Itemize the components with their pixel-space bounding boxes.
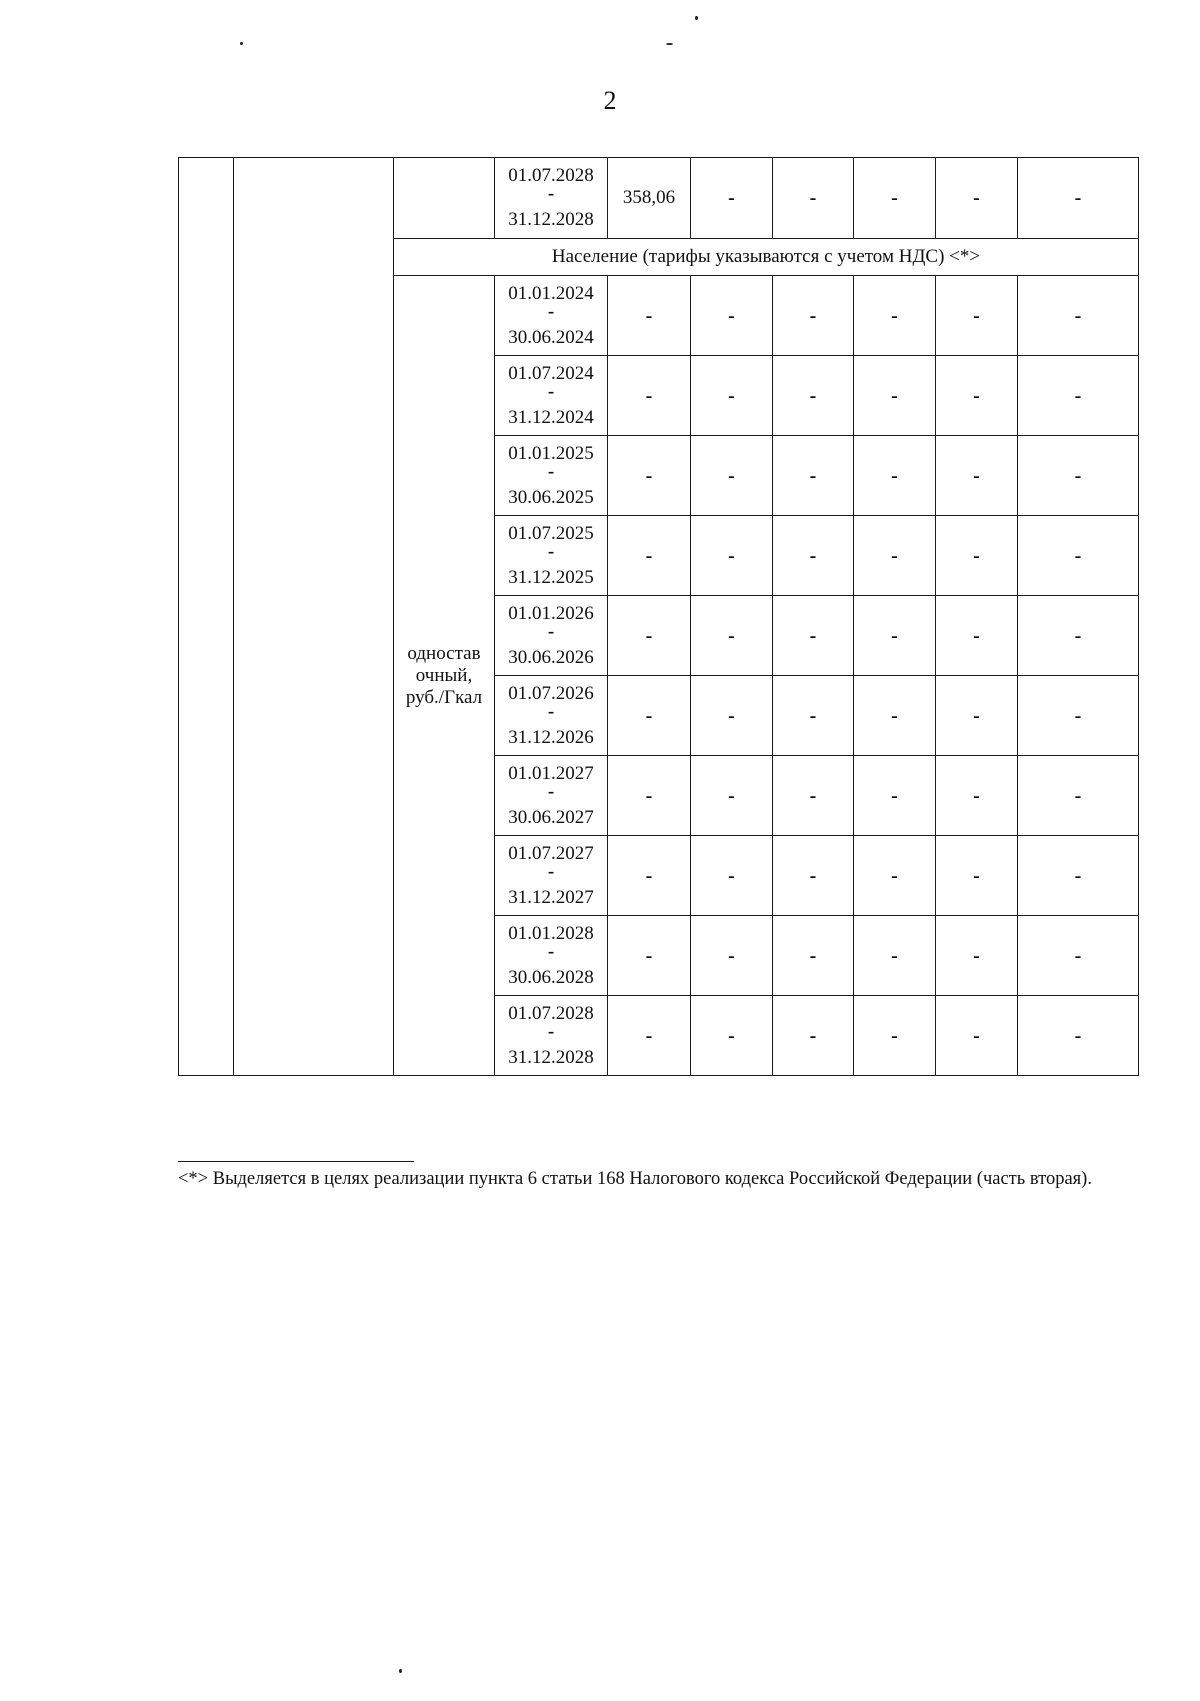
tariff-dash: - (936, 756, 1018, 836)
tariff-dash: - (1018, 356, 1139, 436)
tariff-dash: - (773, 158, 854, 239)
period-end: 31.12.2024 (508, 406, 594, 428)
tariff-dash: - (691, 436, 773, 516)
tariff-dash: - (936, 356, 1018, 436)
tariff-dash: - (773, 996, 854, 1076)
tariff-dash: - (691, 676, 773, 756)
period-end: 30.06.2025 (508, 486, 594, 508)
tariff-dash: - (691, 996, 773, 1076)
unit-label-line: очный, (415, 664, 473, 686)
tariff-dash: - (608, 836, 691, 916)
period-cell (495, 756, 608, 836)
period-start: 01.07.2024 (508, 362, 594, 384)
tariff-unit-label (394, 276, 495, 1076)
tariff-dash: - (608, 276, 691, 356)
tariff-dash: - (854, 436, 936, 516)
unit-label-line: руб./Гкал (405, 686, 483, 708)
tariff-dash: - (691, 916, 773, 996)
tariff-dash: - (773, 436, 854, 516)
scan-speck (666, 43, 673, 45)
tariff-dash: - (773, 276, 854, 356)
tariff-dash: - (691, 276, 773, 356)
period-start: 01.01.2024 (508, 282, 594, 304)
tariff-dash: - (773, 916, 854, 996)
period-end: 30.06.2028 (508, 966, 594, 988)
period-start: 01.01.2026 (508, 602, 594, 624)
period-end: 31.12.2025 (508, 566, 594, 588)
tariff-value: 358,06 (608, 158, 691, 239)
unit-label-line: одностав (407, 642, 481, 664)
tariff-dash: - (1018, 596, 1139, 676)
tariff-dash: - (773, 676, 854, 756)
period-separator: - (547, 300, 555, 322)
footnote-divider (178, 1161, 414, 1162)
period-cell (495, 996, 608, 1076)
page-number: 2 (603, 86, 617, 115)
tariff-dash: - (936, 276, 1018, 356)
tariff-dash: - (608, 756, 691, 836)
period-separator: - (547, 620, 555, 642)
tariff-dash: - (691, 356, 773, 436)
section-header: Население (тарифы указываются с учетом НДС) <*> (394, 239, 1139, 276)
period-separator: - (547, 460, 555, 482)
tariff-dash: - (773, 596, 854, 676)
period-end: 30.06.2027 (508, 806, 594, 828)
tariff-dash: - (1018, 916, 1139, 996)
tariff-dash: - (936, 676, 1018, 756)
tariff-dash: - (691, 836, 773, 916)
period-cell (495, 436, 608, 516)
tariff-dash: - (854, 836, 936, 916)
tariff-dash: - (608, 596, 691, 676)
period-separator: - (547, 940, 555, 962)
period-end: 31.12.2028 (508, 209, 594, 230)
period-start: 01.01.2028 (508, 922, 594, 944)
tariff-dash: - (1018, 158, 1139, 239)
period-cell (495, 916, 608, 996)
tariff-dash: - (936, 836, 1018, 916)
period-cell (495, 158, 608, 239)
period-cell (495, 356, 608, 436)
blank-cell (394, 158, 495, 239)
tariff-dash: - (773, 516, 854, 596)
period-separator: - (547, 780, 555, 802)
table-row (179, 158, 1139, 239)
tariff-dash: - (854, 916, 936, 996)
tariff-dash: - (854, 276, 936, 356)
period-end: 31.12.2027 (508, 886, 594, 908)
tariff-table-body (179, 158, 1139, 1076)
period-separator: - (547, 183, 555, 204)
period-end: 31.12.2026 (508, 726, 594, 748)
tariff-dash: - (936, 516, 1018, 596)
period-start: 01.07.2028 (508, 1002, 594, 1024)
period-cell (495, 836, 608, 916)
period-start: 01.07.2028 (508, 165, 594, 186)
tariff-dash: - (854, 516, 936, 596)
scan-speck (695, 16, 698, 20)
tariff-dash: - (854, 596, 936, 676)
tariff-dash: - (608, 996, 691, 1076)
tariff-dash: - (936, 596, 1018, 676)
tariff-dash: - (1018, 276, 1139, 356)
tariff-dash: - (608, 676, 691, 756)
tariff-table (178, 157, 1139, 1076)
period-separator: - (547, 860, 555, 882)
tariff-dash: - (854, 356, 936, 436)
period-start: 01.07.2025 (508, 522, 594, 544)
period-start: 01.01.2027 (508, 762, 594, 784)
tariff-dash: - (691, 516, 773, 596)
tariff-dash: - (1018, 436, 1139, 516)
footnote-text: <*> Выделяется в целях реализации пункта 6 статьи 168 Налогового кодекса Российской Федерации (часть вторая). (178, 1169, 1092, 1189)
tariff-dash: - (1018, 756, 1139, 836)
scan-speck (240, 42, 243, 45)
blank-column-cell (234, 158, 394, 1076)
tariff-dash: - (936, 158, 1018, 239)
tariff-dash: - (1018, 676, 1139, 756)
period-separator: - (547, 1020, 555, 1042)
tariff-dash: - (773, 356, 854, 436)
period-start: 01.01.2025 (508, 442, 594, 464)
period-start: 01.07.2026 (508, 682, 594, 704)
scan-speck (399, 1669, 402, 1673)
period-cell (495, 676, 608, 756)
period-separator: - (547, 540, 555, 562)
tariff-dash: - (1018, 836, 1139, 916)
period-cell (495, 276, 608, 356)
tariff-dash: - (854, 158, 936, 239)
tariff-dash: - (1018, 996, 1139, 1076)
tariff-dash: - (608, 516, 691, 596)
tariff-dash: - (936, 916, 1018, 996)
tariff-dash: - (608, 916, 691, 996)
tariff-dash: - (691, 756, 773, 836)
tariff-dash: - (608, 436, 691, 516)
tariff-dash: - (854, 756, 936, 836)
period-end: 31.12.2028 (508, 1046, 594, 1068)
period-cell (495, 516, 608, 596)
tariff-dash: - (691, 596, 773, 676)
tariff-dash: - (936, 436, 1018, 516)
tariff-dash: - (854, 676, 936, 756)
period-end: 30.06.2024 (508, 326, 594, 348)
period-cell (495, 596, 608, 676)
period-start: 01.07.2027 (508, 842, 594, 864)
period-separator: - (547, 380, 555, 402)
tariff-dash: - (691, 158, 773, 239)
period-end: 30.06.2026 (508, 646, 594, 668)
tariff-dash: - (854, 996, 936, 1076)
tariff-dash: - (1018, 516, 1139, 596)
tariff-dash: - (936, 996, 1018, 1076)
tariff-dash: - (773, 756, 854, 836)
tariff-dash: - (773, 836, 854, 916)
period-separator: - (547, 700, 555, 722)
blank-column-cell (179, 158, 234, 1076)
tariff-dash: - (608, 356, 691, 436)
